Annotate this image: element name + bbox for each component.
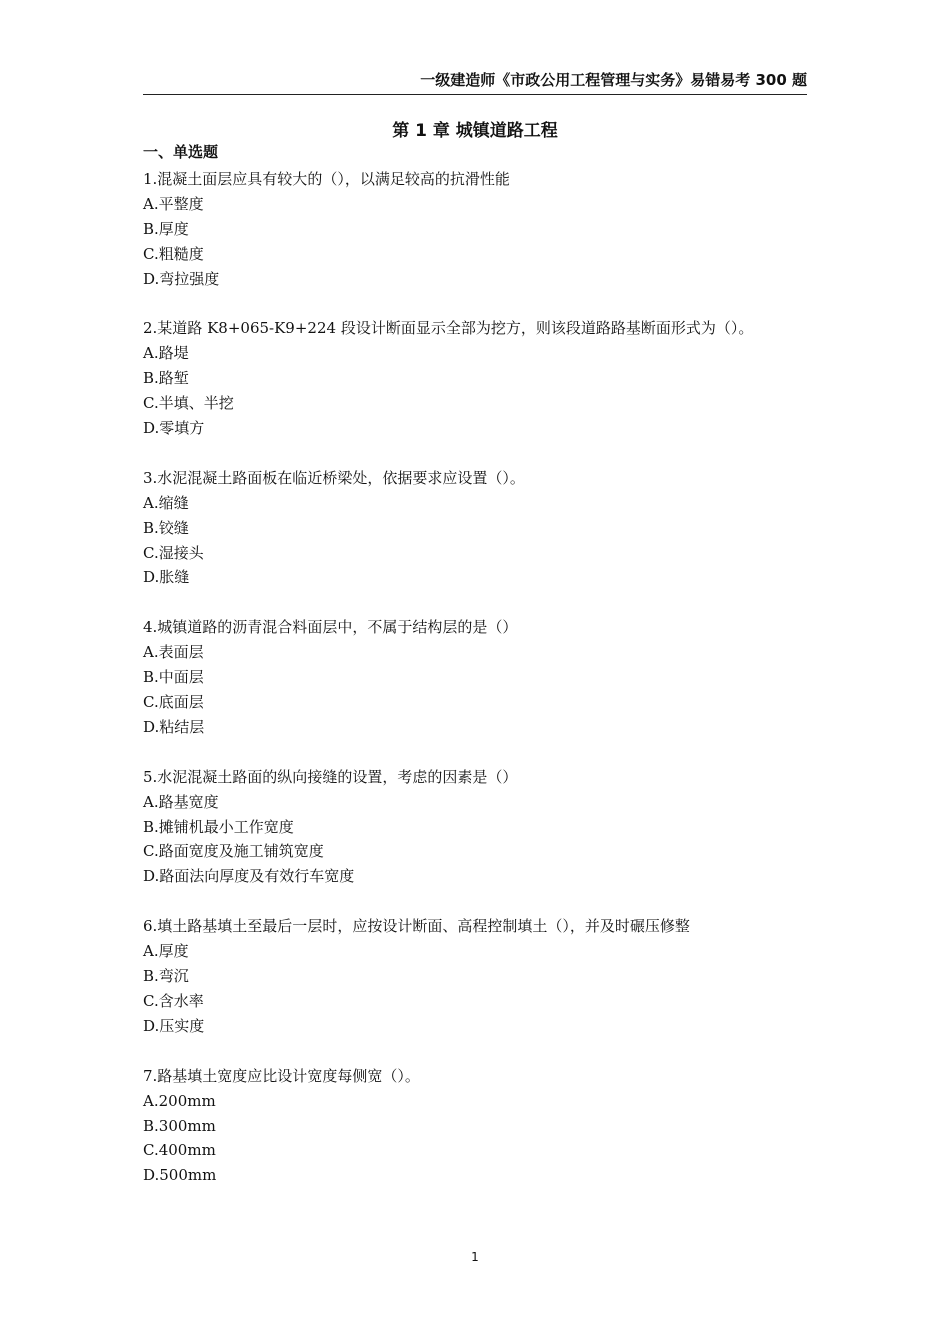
option-c: C.含水率 — [143, 991, 204, 1010]
question-3 — [143, 466, 823, 590]
chapter-title: 第 1 章 城镇道路工程 — [392, 121, 558, 141]
section-title: 一、单选题 — [143, 143, 219, 161]
option-b: B.铰缝 — [143, 518, 189, 537]
option-a: A.200mm — [143, 1091, 216, 1110]
option-d: D.压实度 — [143, 1016, 205, 1035]
option-a: A.表面层 — [143, 643, 204, 662]
option-a: A.厚度 — [143, 942, 189, 961]
question-stem: 6.填土路基填土至最后一层时，应按设计断面、高程控制填土（），并及时碾压修整 — [143, 917, 690, 936]
option-b: B.摊铺机最小工作宽度 — [143, 817, 294, 836]
running-header — [143, 70, 807, 95]
question-6 — [143, 914, 823, 1038]
option-c: C.湿接头 — [143, 543, 204, 562]
question-stem: 3.水泥混凝土路面板在临近桥梁处，依据要求应设置（）。 — [143, 468, 525, 487]
option-a: A.路基宽度 — [143, 792, 219, 811]
option-c: C.底面层 — [143, 693, 204, 712]
question-5 — [143, 765, 823, 889]
option-a: A.平整度 — [143, 194, 204, 213]
option-c: C.粗糙度 — [143, 244, 204, 263]
question-7 — [143, 1064, 823, 1188]
question-2 — [143, 316, 823, 440]
option-b: B.中面层 — [143, 668, 204, 687]
question-stem: 5.水泥混凝土路面的纵向接缝的设置，考虑的因素是（） — [143, 767, 518, 786]
option-b: B.路堑 — [143, 369, 189, 388]
option-d: D.路面法向厚度及有效行车宽度 — [143, 867, 355, 886]
option-c: C.400mm — [143, 1141, 216, 1160]
option-d: D.胀缝 — [143, 568, 190, 587]
option-d: D.零填方 — [143, 419, 205, 438]
question-4 — [143, 615, 823, 739]
option-a: A.路堤 — [143, 344, 189, 363]
question-list — [143, 167, 823, 1213]
option-d: D.弯拉强度 — [143, 269, 220, 288]
option-c: C.半填、半挖 — [143, 394, 234, 413]
question-stem: 2.某道路 K8+065-K9+224 段设计断面显示全部为挖方，则该段道路路基断面形式为（）。 — [143, 319, 754, 338]
option-a: A.缩缝 — [143, 493, 189, 512]
question-stem: 7.路基填土宽度应比设计宽度每侧宽（）。 — [143, 1066, 420, 1085]
header-title: 一级建造师《市政公用工程管理与实务》易错易考 300 题 — [420, 71, 807, 89]
question-1 — [143, 167, 823, 291]
option-b: B.弯沉 — [143, 967, 189, 986]
option-b: B.300mm — [143, 1116, 216, 1135]
page-number: 1 — [471, 1250, 479, 1264]
question-stem: 4.城镇道路的沥青混合料面层中，不属于结构层的是（） — [143, 618, 518, 637]
question-stem: 1.混凝土面层应具有较大的（），以满足较高的抗滑性能 — [143, 170, 510, 188]
option-b: B.厚度 — [143, 219, 189, 238]
option-d: D.500mm — [143, 1166, 217, 1185]
option-d: D.粘结层 — [143, 717, 205, 736]
option-c: C.路面宽度及施工铺筑宽度 — [143, 842, 324, 861]
